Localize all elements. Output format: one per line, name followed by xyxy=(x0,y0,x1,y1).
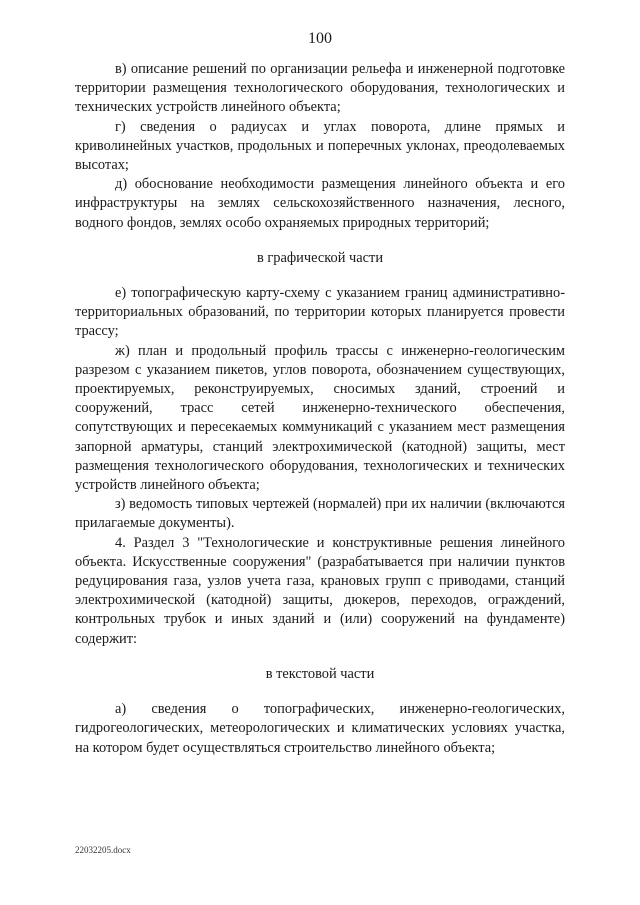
file-name-footer: 22032205.docx xyxy=(75,845,131,855)
page-number: 100 xyxy=(308,30,332,47)
paragraph-v-relief: в) описание решений по организации рельефа и инженерной подготовке территории размещения технологического оборудования, технологических и технических устройств линейного объекта; xyxy=(75,61,565,116)
paragraph-section-4: 4. Раздел 3 "Технологические и конструктивные решения линейного объекта. Искусственные сооружения" (разрабатывается при наличии пунктов редуцирования газа, узлов учета газа, крановых групп с приводами, станций электрохимической (катодной) защиты, дюкеров, переходов, ограждений, контрольных трубок и иных зданий и (или) сооружений на фундаменте) содержит: xyxy=(75,534,565,647)
heading-graphic-part: в графической части xyxy=(256,249,384,266)
paragraph-zh-plan: ж) план и продольный профиль трассы с инженерно-геологическим разрезом с указанием пикетов, углов поворота, обозначением существующих, проектируемых, реконструируемых, сносимых зданий, строений и сооружений, трасс сетей инженерно-технического обеспечения, сопутствующих и пересекаемых коммуникаций с указанием мест размещения запорной арматуры, станций электрохимической (катодной) защиты, мест размещения технологического оборудования, технологических и технических устройств линейного объекта; xyxy=(75,342,565,494)
paragraph-g-radii: г) сведения о радиусах и углах поворота, длине прямых и криволинейных участков, продольных и поперечных уклонах, преодолеваемых высотах; xyxy=(75,118,565,174)
document-body xyxy=(75,60,565,758)
paragraph-d-justification: д) обоснование необходимости размещения линейного объекта и его инфраструктуры на землях сельскохозяйственного назначения, лесного, водного фондов, землях особо охраняемых природных территорий; xyxy=(75,176,565,231)
paragraph-a-info: а) сведения о топографических, инженерно-геологических, гидрогеологических, метеорологических и климатических условиях участка, на котором будет осуществляться строительство линейного объекта; xyxy=(75,701,565,756)
paragraph-e-topographic: е) топографическую карту-схему с указанием границ административно-территориальных образований, по территории которых планируется провести трассу; xyxy=(75,285,565,340)
paragraph-z-list: з) ведомость типовых чертежей (нормалей) при их наличии (включаются прилагаемые документы). xyxy=(75,496,565,532)
heading-text-part: в текстовой части xyxy=(265,665,375,682)
